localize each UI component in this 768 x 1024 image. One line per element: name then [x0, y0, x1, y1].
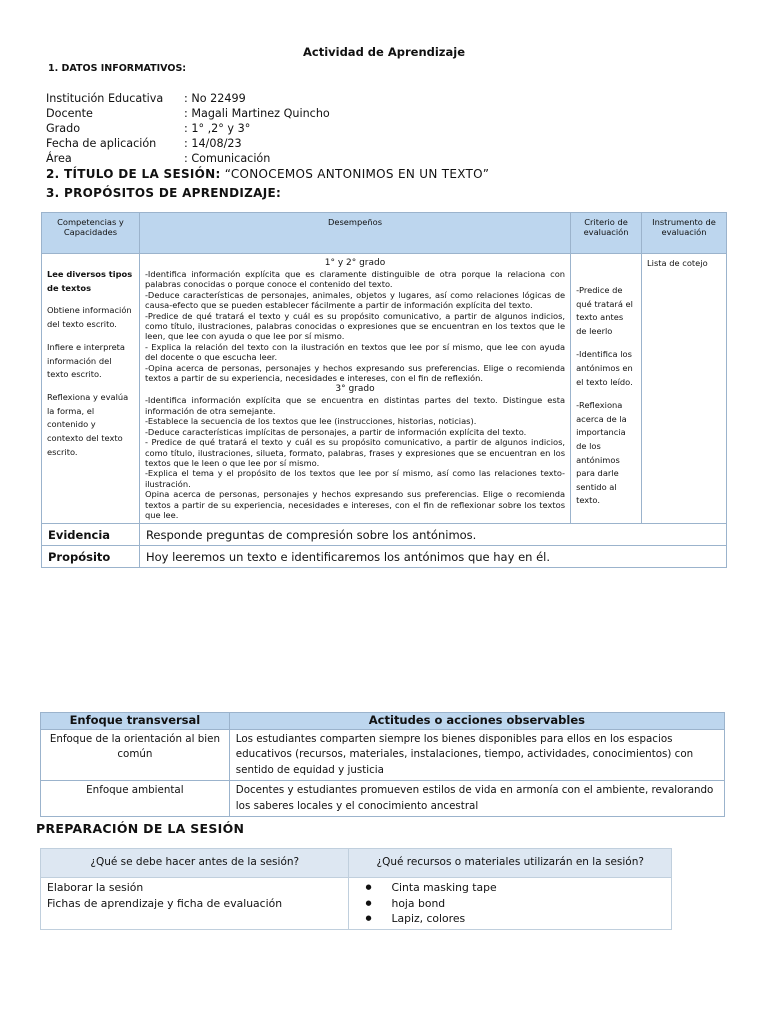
evidencia-label: Evidencia [42, 524, 140, 546]
info-row [46, 151, 330, 166]
header-actitudes: Actitudes o acciones observables [229, 713, 724, 730]
competencia-item: Lee diversos tipos de textos [47, 269, 133, 293]
competencia-item: Reflexiona y evalúa la forma, el contenido y contexto del texto escrito. [47, 391, 129, 457]
desempeno-item: -Deduce características de personajes, animales, objetos y lugares, así como relaciones lógicas de causa-efecto que se pueden establecer fácilmente a partir de información explícita del texto. [144, 289, 566, 311]
info-value: : No 22499 [184, 92, 246, 105]
section-preparacion: PREPARACIÓN DE LA SESIÓN [36, 821, 245, 836]
antes-item: Fichas de aprendizaje y ficha de evaluación [47, 896, 283, 910]
criterios-cell [571, 254, 642, 524]
propositos-table [41, 212, 727, 568]
criterio-item: -Identifica los antónimos en el texto leído. [576, 349, 633, 387]
desempeno-item: -Establece la secuencia de los textos que lee (instrucciones, historias, noticias). [144, 416, 477, 427]
header-criterio: Criterio de evaluación [571, 213, 642, 254]
info-label: Área [46, 152, 72, 165]
header-enfoque: Enfoque transversal [41, 713, 230, 730]
actitud-cell: Docentes y estudiantes promueven estilos de vida en armonía con el ambiente, revalorando los saberes locales y el conocimiento ancestral [229, 781, 724, 817]
info-label: Fecha de aplicación [46, 137, 157, 150]
desempeno-item: Opina acerca de personas, personajes y hechos expresando sus preferencias. Elige o recomienda textos a partir de su experiencia, necesidades e intereses, con el fin de reflexionar sobre los textos que lee. [144, 489, 566, 520]
antes-item: Elaborar la sesión [47, 881, 144, 894]
session-title: “CONOCEMOS ANTONIMOS EN UN TEXTO” [220, 167, 490, 181]
criterio-item: -Reflexiona acerca de la importancia de los antónimos para darle sentido al texto. [576, 400, 627, 506]
preparacion-table [40, 848, 672, 930]
list-item: ● hoja bond [391, 896, 665, 912]
actitud-cell: Los estudiantes comparten siempre los bienes disponibles para ellos en los espacios educativos (recursos, materiales, instalaciones, tiempo, actividades, conocimientos) con sentido de equidad y justicia [229, 729, 724, 781]
header-instrumento: Instrumento de evaluación [642, 213, 727, 254]
table-row [41, 878, 672, 930]
desempeno-item: - Predice de qué tratará el texto y cuál es su propósito comunicativo, a partir de algunos indicios, como título, ilustraciones, silueta, formato, palabras, frases y expresiones que se encuentran en los textos que le leen o que lee por sí mismo. [144, 437, 566, 468]
table-row [42, 546, 727, 568]
enfoque-cell: Enfoque ambiental [41, 781, 230, 817]
header-competencias: Competencias y Capacidades [42, 213, 140, 254]
info-label: Grado [46, 122, 81, 135]
proposito-label: Propósito [42, 546, 140, 568]
competencia-item: Obtiene información del texto escrito. [47, 305, 132, 330]
header-antes: ¿Qué se debe hacer antes de la sesión? [41, 849, 349, 878]
desempeno-item: -Opina acerca de personas, personajes y hechos expresando sus preferencias. Elige o recomienda textos a partir de su experiencia, necesidades e intereses, con el fin de reflexión. [144, 362, 566, 384]
recursos-cell [349, 878, 672, 930]
desempeno-item: -Identifica información explícita que se encuentra en distintas partes del texto. Distingue esta información de otra semejante. [144, 395, 566, 416]
desempeno-item: - Explica la relación del texto con la ilustración en textos que lee por sí mismo, que lee con ayuda del docente o que escucha leer. [144, 341, 566, 363]
antes-cell [41, 878, 349, 930]
list-item: ● Lapiz, colores [391, 911, 665, 927]
section-titulo-label: 2. TÍTULO DE LA SESIÓN: [46, 167, 221, 181]
table-row [42, 524, 727, 546]
info-label: Institución Educativa [46, 92, 164, 105]
desempeno-item: -Deduce características implícitas de personajes, a partir de información explícita del texto. [144, 426, 527, 437]
table-header-row [41, 849, 672, 878]
recursos-list [355, 880, 665, 927]
document-title: Actividad de Aprendizaje [302, 45, 466, 59]
grade-heading: 1° y 2° grado [324, 258, 386, 268]
info-block [46, 91, 330, 166]
section-titulo-sesion [46, 167, 489, 181]
evidencia-value: Responde preguntas de compresión sobre los antónimos. [139, 524, 726, 546]
table-row [42, 254, 727, 524]
info-value: : 14/08/23 [184, 137, 242, 150]
info-row [46, 136, 330, 151]
info-row [46, 106, 330, 121]
info-row [46, 121, 330, 136]
table-header-row [41, 713, 725, 730]
info-value: : Comunicación [184, 152, 271, 165]
info-label: Docente [46, 107, 93, 120]
desempenos-cell [139, 254, 570, 524]
criterio-item: -Predice de qué tratará el texto antes de leerlo [576, 285, 633, 336]
instrumento-cell: Lista de cotejo [642, 254, 727, 524]
info-row [46, 91, 330, 106]
table-row [41, 781, 725, 817]
table-row [41, 729, 725, 781]
header-recursos: ¿Qué recursos o materiales utilizarán en la sesión? [349, 849, 672, 878]
info-value: : Magali Martinez Quincho [184, 107, 330, 120]
enfoque-cell: Enfoque de la orientación al bien común [41, 729, 230, 781]
desempeno-item: -Explica el tema y el propósito de los textos que lee por sí mismo, así como las relaciones texto-ilustración. [144, 468, 566, 489]
competencia-item: Infiere e interpreta información del texto escrito. [47, 341, 126, 380]
info-value: : 1° ,2° y 3° [184, 122, 251, 135]
competencias-cell [42, 254, 140, 524]
grade-heading: 3° grado [335, 384, 375, 395]
desempeno-item: -Identifica información explícita que es claramente distinguible de otra porque la relaciona con palabras conocidas o porque conoce el contenido del texto. [144, 269, 566, 290]
list-item: ● Cinta masking tape [391, 880, 665, 896]
enfoque-table [40, 712, 725, 817]
proposito-value: Hoy leeremos un texto e identificaremos los antónimos que hay en él. [139, 546, 726, 568]
desempeno-item: -Predice de qué tratará el texto y cuál es su propósito comunicativo, a partir de algunos indicios, como título, ilustraciones, palabras conocidas o expresiones que se encuentran en los textos que le leen, que lee con ayuda o que lee por sí mismo. [144, 310, 566, 342]
section-datos-informativos: 1. DATOS INFORMATIVOS: [48, 63, 187, 74]
table-header-row [42, 213, 727, 254]
header-desempenos: Desempeños [139, 213, 570, 254]
section-propositos: 3. PROPÓSITOS DE APRENDIZAJE: [46, 186, 282, 200]
